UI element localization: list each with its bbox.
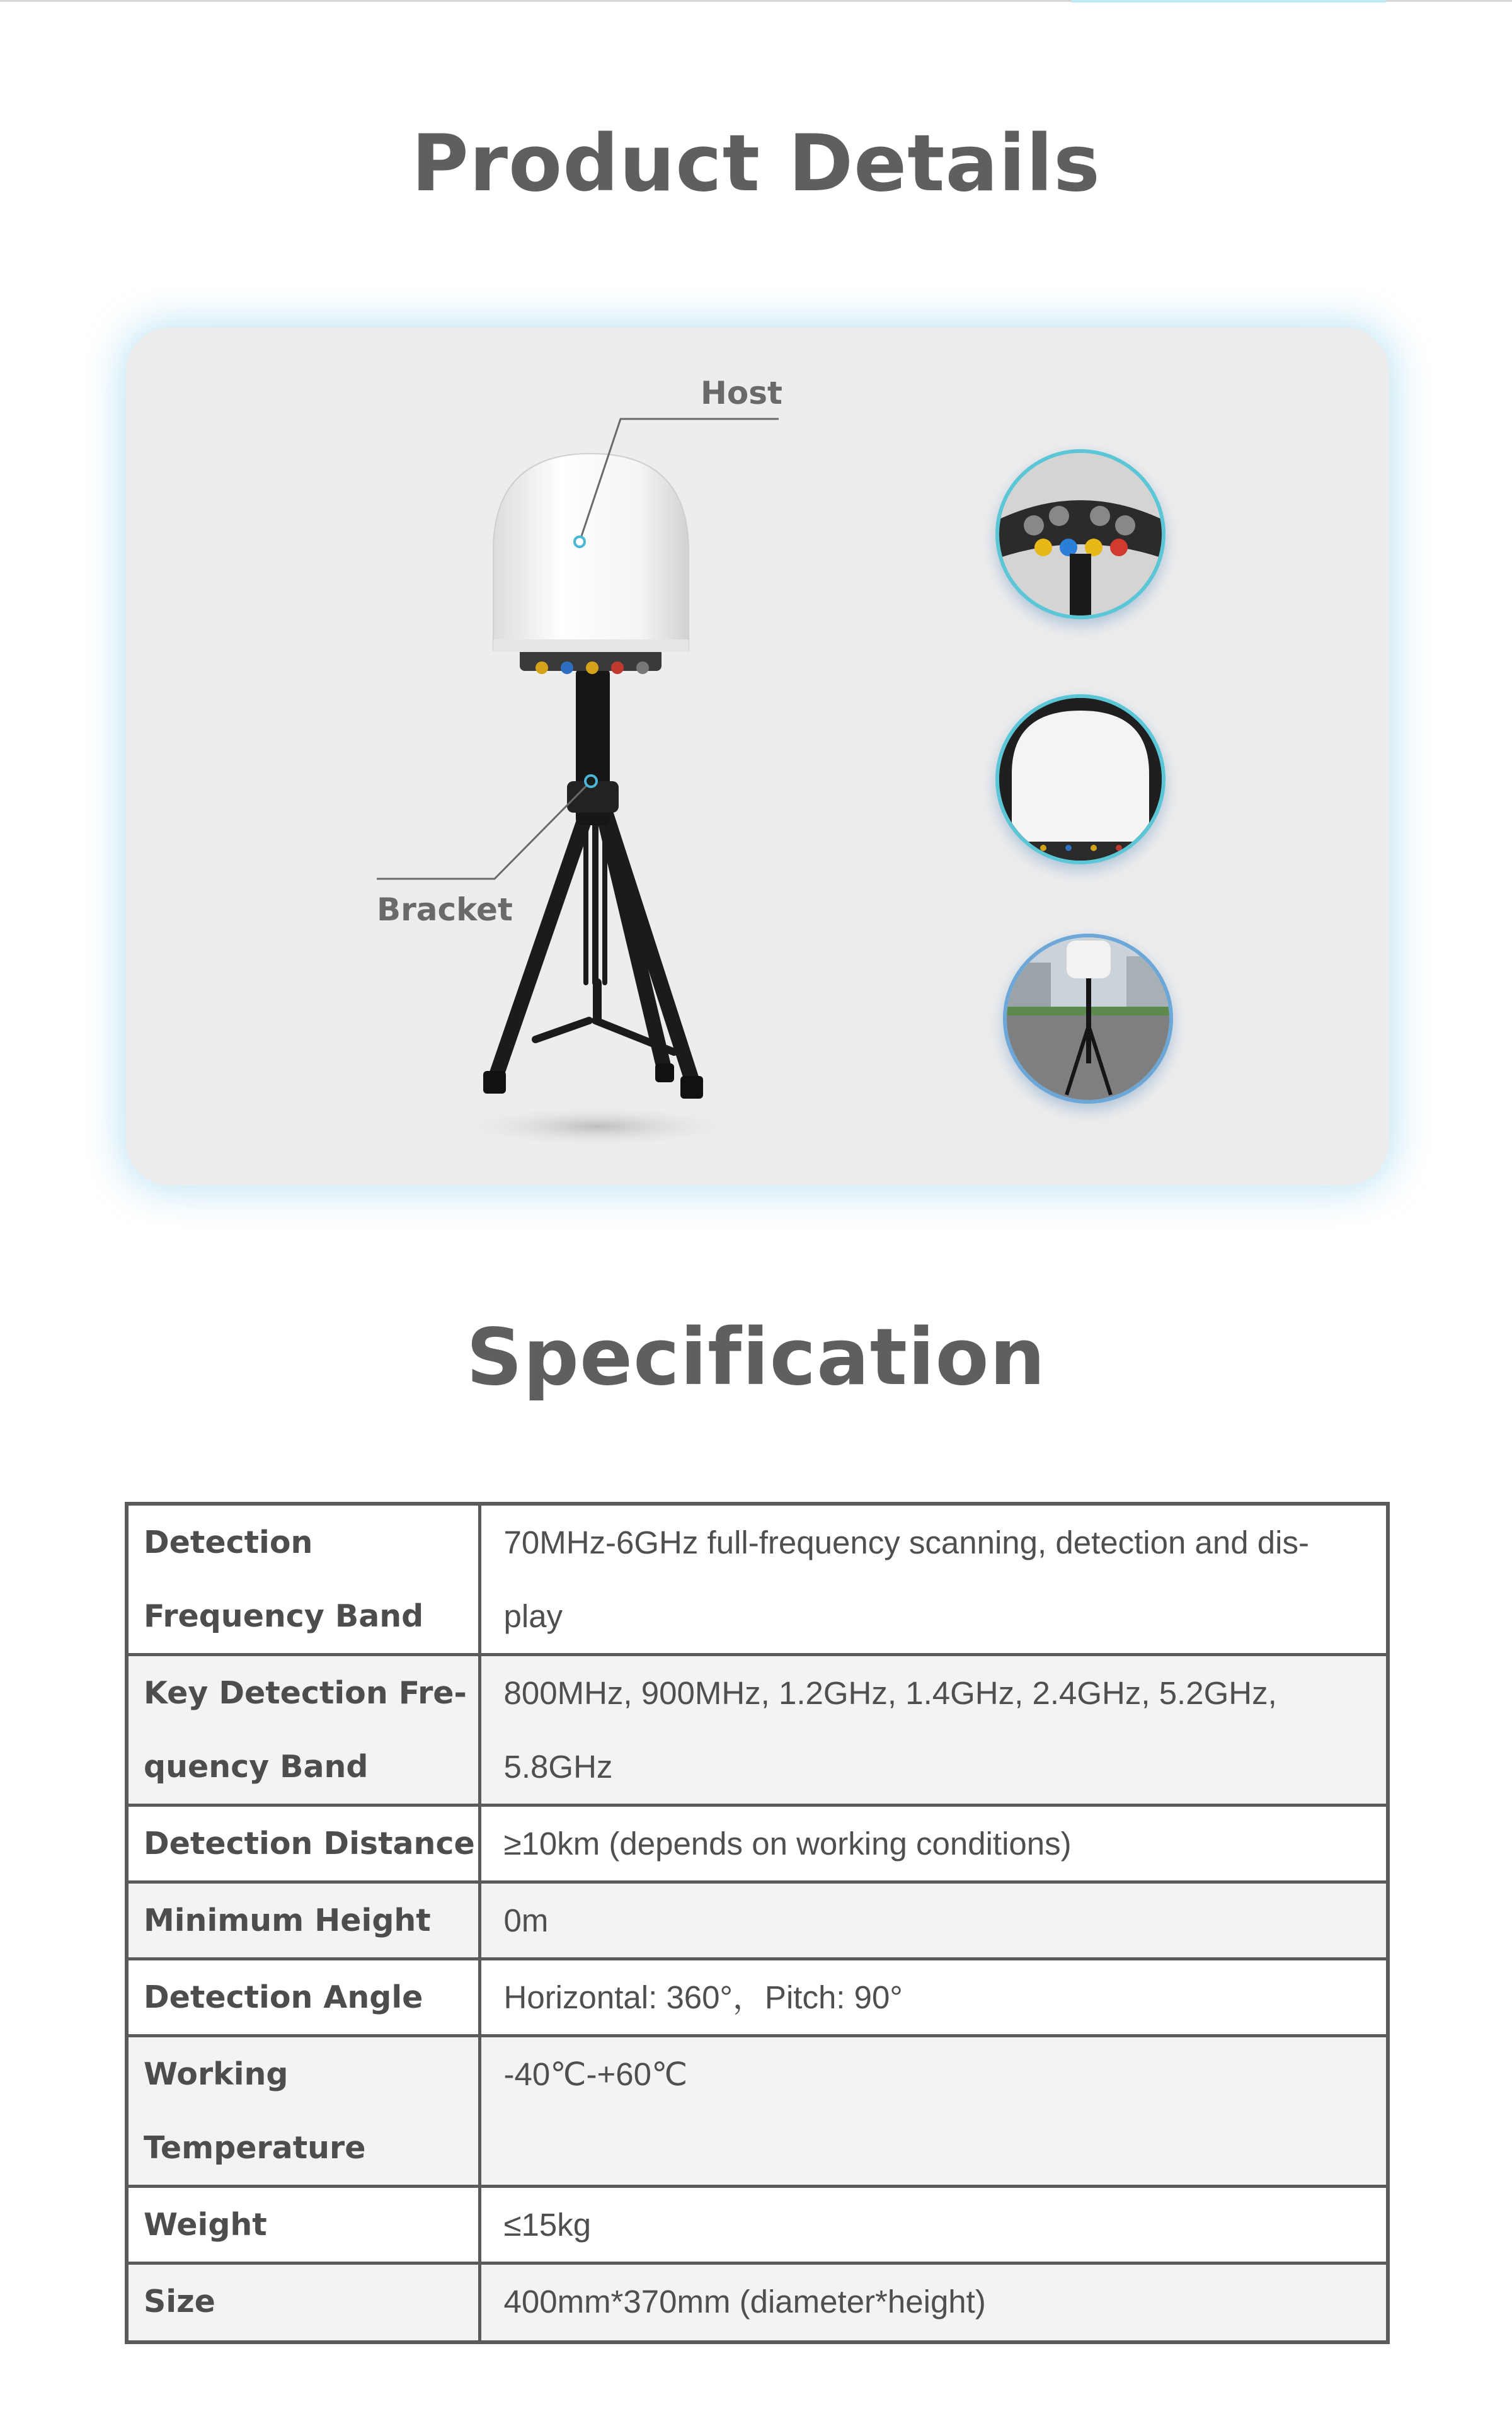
bracket-marker (585, 775, 597, 787)
spec-label: Weight (127, 2187, 479, 2263)
spec-label: Detection Angle (127, 1959, 479, 2036)
spec-value: 70MHz-6GHz full-frequency scanning, detection and dis- play (503, 1525, 1309, 1634)
top-accent-bar (1071, 0, 1386, 3)
table-row (127, 1655, 1388, 1805)
spec-value: 800MHz, 900MHz, 1.2GHz, 1.4GHz, 2.4GHz, 5.2GHz, 5.8GHz (479, 1655, 1388, 1805)
spec-label: Detection Frequency Band (127, 1504, 479, 1655)
table-row (127, 1882, 1388, 1959)
spec-value: ≥10km (depends on working conditions) (479, 1805, 1388, 1882)
table-row (127, 1805, 1388, 1882)
device-illustration (126, 328, 1389, 1186)
tripod-foot (483, 1071, 506, 1094)
spec-label: Key Detection Fre- quency Band (127, 1655, 479, 1805)
dome-closeup-thumbnail (995, 694, 1166, 864)
host-callout-label: Host (701, 375, 782, 411)
product-details-title: Product Details (411, 118, 1101, 209)
bracket-callout-label: Bracket (377, 891, 513, 928)
host-marker (575, 537, 585, 547)
field-deployment-thumbnail (1003, 934, 1173, 1104)
tripod-foot (680, 1076, 703, 1099)
spec-value: Horizontal: 360°，Pitch: 90° (479, 1959, 1388, 2036)
table-row (127, 2187, 1388, 2263)
table-row (127, 1959, 1388, 2036)
table-row (127, 2036, 1388, 2187)
dome-host (493, 454, 689, 650)
spec-value: -40℃-+60℃ (479, 2036, 1388, 2187)
floor-shadow (452, 1105, 742, 1148)
spec-label: Minimum Height (127, 1882, 479, 1959)
bracket-leader-line (377, 781, 591, 879)
table-row (127, 2263, 1388, 2343)
spec-value: ≤15kg (479, 2187, 1388, 2263)
spec-label: Size (127, 2263, 479, 2343)
product-image-panel (126, 328, 1389, 1186)
spec-label: Working Temperature (127, 2036, 479, 2187)
connectors-closeup-thumbnail (995, 449, 1166, 619)
spec-value: 400mm*370mm (diameter*height) (479, 2263, 1388, 2343)
specification-title: Specification (466, 1312, 1046, 1403)
table-row (127, 1504, 1388, 1655)
spec-label: Detection Distance (127, 1805, 479, 1882)
tripod-foot (655, 1063, 674, 1082)
spec-value: 0m (479, 1882, 1388, 1959)
specification-table (125, 1502, 1390, 2344)
